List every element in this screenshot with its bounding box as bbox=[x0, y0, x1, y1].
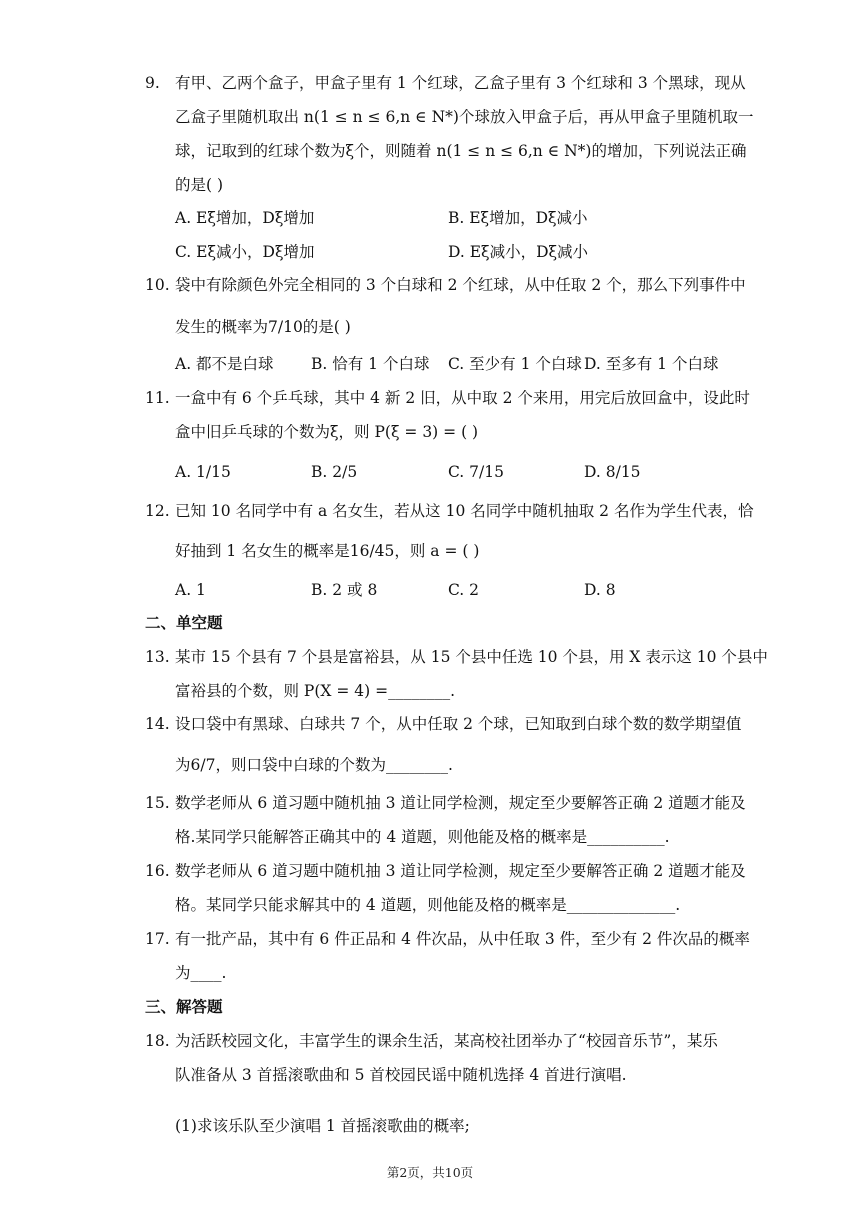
question-14-line-1: 设口袋中有黑球、白球共 7 个，从中任取 2 个球，已知取到白球个数的数学期望值 bbox=[175, 715, 742, 733]
question-15-line-2: 格.某同学只能解答正确其中的 4 道题，则他能及格的概率是__________. bbox=[175, 828, 670, 846]
question-17-line-1: 有一批产品，其中有 6 件正品和 4 件次品，从中任取 3 件，至少有 2 件次品的概率 bbox=[175, 930, 750, 948]
question-16-line-1: 数学老师从 6 道习题中随机抽 3 道让同学检测，规定至少要解答正确 2 道题才能及 bbox=[175, 862, 746, 880]
question-9-number: 9. bbox=[145, 74, 160, 92]
question-11-option-a: A. 1/15 bbox=[175, 463, 231, 481]
question-10-option-b: B. 恰有 1 个白球 bbox=[311, 355, 430, 373]
question-10-option-a: A. 都不是白球 bbox=[175, 355, 274, 373]
section-heading-answer: 三、解答题 bbox=[145, 997, 223, 1016]
section-heading-fill-blank: 二、单空题 bbox=[145, 613, 223, 632]
question-13-number: 13. bbox=[145, 648, 170, 666]
question-18-number: 18. bbox=[145, 1032, 170, 1050]
question-12-option-d: D. 8 bbox=[584, 581, 616, 599]
question-9-line-4: 的是( ) bbox=[175, 176, 224, 194]
question-10-line-1: 袋中有除颜色外完全相同的 3 个白球和 2 个红球，从中任取 2 个，那么下列事件中 bbox=[175, 276, 746, 294]
question-11-option-d: D. 8/15 bbox=[584, 463, 641, 481]
question-18-subquestion-1: (1)求该乐队至少演唱 1 首摇滚歌曲的概率; bbox=[175, 1117, 470, 1135]
question-9-line-2: 乙盒子里随机取出 n(1 ≤ n ≤ 6,n ∈ N*)个球放入甲盒子后，再从甲盒子里随机取一 bbox=[175, 108, 754, 126]
question-12-line-2: 好抽到 1 名女生的概率是16/45，则 a = ( ) bbox=[175, 542, 480, 560]
question-11-option-c: C. 7/15 bbox=[448, 463, 504, 481]
question-16-line-2: 格。某同学只能求解其中的 4 道题，则他能及格的概率是______________. bbox=[175, 896, 681, 914]
question-14-line-2: 为6/7，则口袋中白球的个数为________. bbox=[175, 756, 453, 774]
question-10-line-2: 发生的概率为7/10的是( ) bbox=[175, 318, 351, 336]
question-12-line-1: 已知 10 名同学中有 a 名女生，若从这 10 名同学中随机抽取 2 名作为学生代表，恰 bbox=[175, 502, 754, 520]
question-11-option-b: B. 2/5 bbox=[311, 463, 358, 481]
question-9-option-a: A. Eξ增加，Dξ增加 bbox=[175, 209, 315, 227]
question-17-number: 17. bbox=[145, 930, 170, 948]
question-10-number: 10. bbox=[145, 276, 170, 294]
question-18-line-1: 为活跃校园文化，丰富学生的课余生活，某高校社团举办了“校园音乐节”，某乐 bbox=[175, 1032, 718, 1050]
question-12-option-b: B. 2 或 8 bbox=[311, 581, 378, 599]
question-9-option-d: D. Eξ减小，Dξ减小 bbox=[448, 243, 589, 261]
question-14-number: 14. bbox=[145, 715, 170, 733]
question-11-line-1: 一盒中有 6 个乒乓球，其中 4 新 2 旧，从中取 2 个来用，用完后放回盒中，设此时 bbox=[175, 389, 750, 407]
question-11-number: 11. bbox=[145, 389, 170, 407]
question-12-option-c: C. 2 bbox=[448, 581, 480, 599]
question-10-option-c: C. 至少有 1 个白球 bbox=[448, 355, 582, 373]
question-18-line-2: 队准备从 3 首摇滚歌曲和 5 首校园民谣中随机选择 4 首进行演唱. bbox=[175, 1066, 627, 1084]
question-13-line-2: 富裕县的个数，则 P(X = 4) =________. bbox=[175, 682, 456, 700]
question-15-line-1: 数学老师从 6 道习题中随机抽 3 道让同学检测，规定至少要解答正确 2 道题才能及 bbox=[175, 794, 746, 812]
question-9-line-3: 球，记取到的红球个数为ξ个，则随着 n(1 ≤ n ≤ 6,n ∈ N*)的增加，下列说法正确 bbox=[175, 142, 747, 160]
question-16-number: 16. bbox=[145, 862, 170, 880]
question-12-option-a: A. 1 bbox=[175, 581, 206, 599]
question-9-option-b: B. Eξ增加，Dξ减小 bbox=[448, 209, 588, 227]
question-9-option-c: C. Eξ减小，Dξ增加 bbox=[175, 243, 315, 261]
question-11-line-2: 盒中旧乒乓球的个数为ξ，则 P(ξ = 3) = ( ) bbox=[175, 423, 479, 441]
question-17-line-2: 为____. bbox=[175, 964, 227, 982]
page-number-footer: 第2页，共10页 bbox=[386, 1165, 474, 1180]
question-12-number: 12. bbox=[145, 502, 170, 520]
question-10-option-d: D. 至多有 1 个白球 bbox=[584, 355, 719, 373]
question-9-line-1: 有甲、乙两个盒子，甲盒子里有 1 个红球，乙盒子里有 3 个红球和 3 个黑球，现从 bbox=[175, 74, 746, 92]
question-15-number: 15. bbox=[145, 794, 170, 812]
question-13-line-1: 某市 15 个县有 7 个县是富裕县，从 15 个县中任选 10 个县，用 X 表示这 10 个县中 bbox=[175, 648, 768, 666]
